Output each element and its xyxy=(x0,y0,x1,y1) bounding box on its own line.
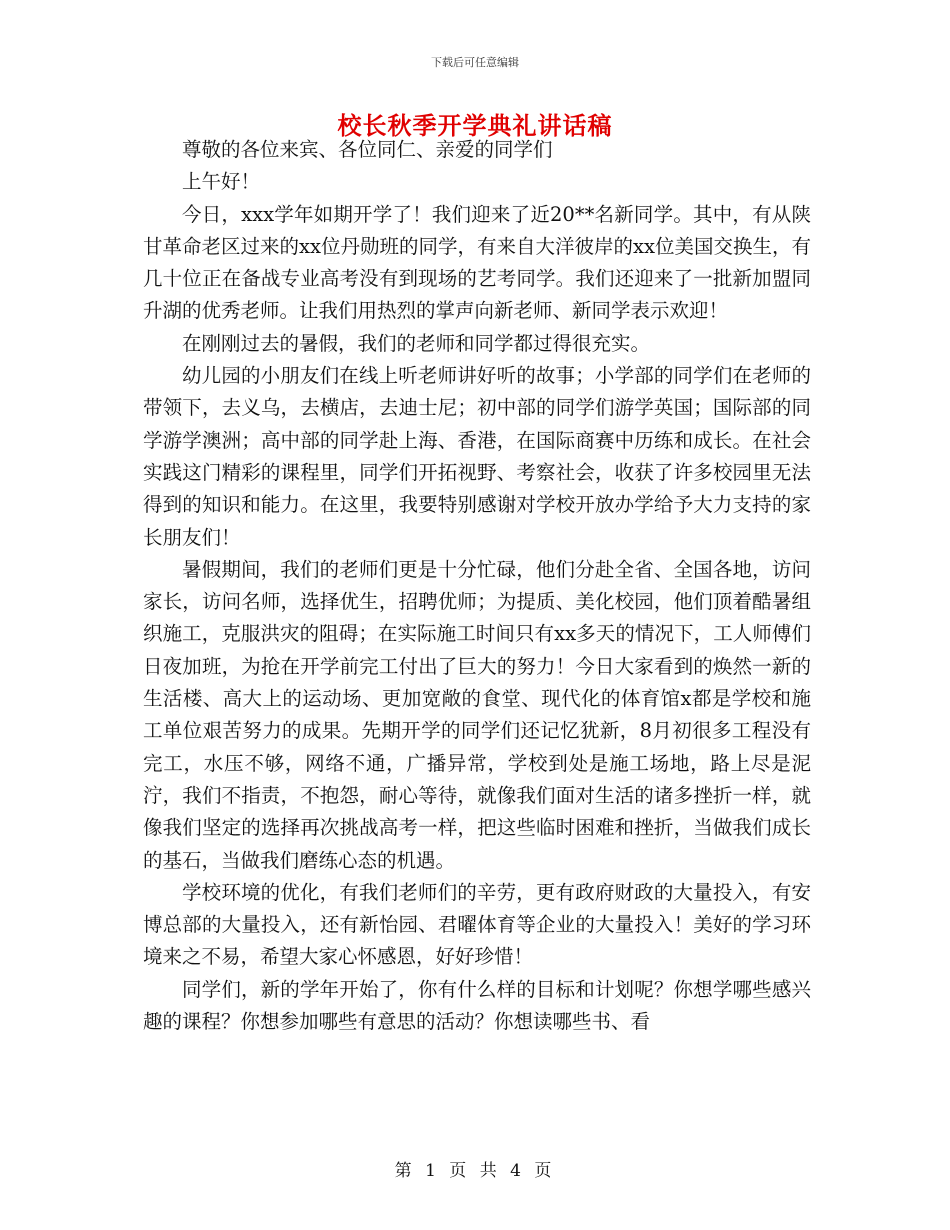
page-footer: 第 1 页 共 4 页 xyxy=(394,1161,556,1181)
greeting: 上午好！ xyxy=(182,170,261,194)
paragraph: 今日，xxx学年如期开学了！我们迎来了近20**名新同学。其中，有从陕甘革命老区过来的xx位丹勋班的同学，有来自大洋彼岸的xx位美国交换生，有几十位正在备战专业高考没有到现场的艺考同学。我们还迎来了一批新加盟同升湖的优秀老师。让我们用热烈的掌声向新老师、新同学表示欢迎！ xyxy=(143,202,811,323)
paragraph: 同学们，新的学年开始了，你有什么样的目标和计划呢？你想学哪些感兴趣的课程？你想参加哪些有意思的活动？你想读哪些书、看 xyxy=(143,977,811,1034)
document-body xyxy=(143,134,811,1038)
document-title: 校长秋季开学典礼讲话稿 xyxy=(337,111,613,140)
salutation: 尊敬的各位来宾、各位同仁、亲爱的同学们 xyxy=(182,138,553,161)
header-note: 下载后可任意编辑 xyxy=(431,56,519,69)
paragraph: 在刚刚过去的暑假，我们的老师和同学都过得很充实。 xyxy=(182,331,651,355)
paragraph: 学校环境的优化，有我们老师们的辛劳，更有政府财政的大量投入，有安博总部的大量投入，还有新怡园、君曜体育等企业的大量投入！美好的学习环境来之不易，希望大家心怀感恩，好好珍惜！ xyxy=(143,880,811,969)
paragraph: 幼儿园的小朋友们在线上听老师讲好听的故事；小学部的同学们在老师的带领下，去义乌，去横店，去迪士尼；初中部的同学们游学英国；国际部的同学游学澳洲；高中部的同学赴上海、香港，在国际商赛中历练和成长。在社会实践这门精彩的课程里，同学们开拓视野、考察社会，收获了许多校园里无法得到的知识和能力。在这里，我要特别感谢对学校开放办学给予大力支持的家长朋友们！ xyxy=(143,364,811,549)
paragraph: 暑假期间，我们的老师们更是十分忙碌，他们分赴全省、全国各地，访问家长，访问名师，选择优生，招聘优师；为提质、美化校园，他们顶着酷暑组织施工，克服洪灾的阻碍；在实际施工时间只有xx多天的情况下，工人师傅们日夜加班，为抢在开学前完工付出了巨大的努力！今日大家看到的焕然一新的生活楼、高大上的运动场、更加宽敞的食堂、现代化的体育馆x都是学校和施工单位艰苦努力的成果。先期开学的同学们还记忆犹新，8月初很多工程没有完工，水压不够，网络不通，广播异常，学校到处是施工场地，路上尽是泥泞，我们不指责，不抱怨，耐心等待，就像我们面对生活的诸多挫折一样，就像我们坚定的选择再次挑战高考一样，把这些临时困难和挫折，当做我们成长的基石，当做我们磨练心态的机遇。 xyxy=(143,557,811,872)
